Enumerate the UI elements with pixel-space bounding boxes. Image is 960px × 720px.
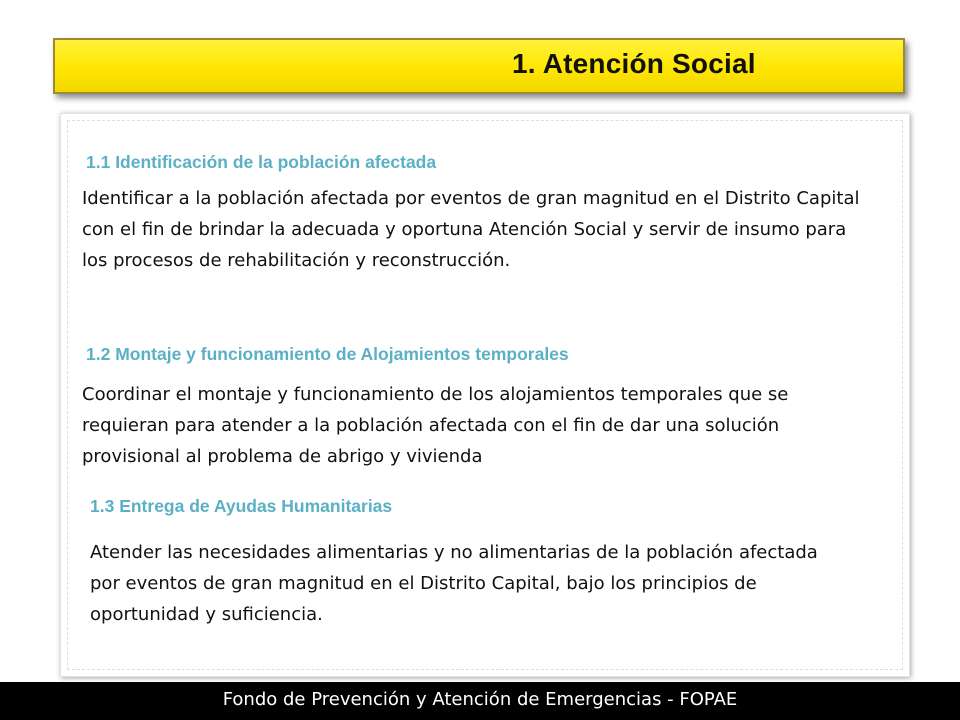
title-banner (53, 38, 905, 94)
footer-text: Fondo de Prevención y Atención de Emergencias - FOPAE (222, 689, 738, 710)
section-heading-alojamientos: 1.2 Montaje y funcionamiento de Alojamientos temporales (86, 344, 569, 364)
section-heading-identificacion: 1.1 Identificación de la población afectada (86, 152, 437, 172)
footer-bar (0, 682, 960, 720)
section-body-alojamientos: Coordinar el montaje y funcionamiento de los alojamientos temporales que se requieran para atender a la población afectada con el fin de dar una solución provisional al problema de abrigo y vivienda (82, 384, 789, 467)
section-body-identificacion: Identificar a la población afectada por eventos de gran magnitud en el Distrito Capital con el fin de brindar la adecuada y oportuna Atención Social y servir de insumo para los procesos de rehabilitación y reconstrucción. (82, 188, 860, 271)
slide-title: 1. Atención Social (512, 48, 756, 79)
section-body-ayudas: Atender las necesidades alimentarias y no alimentarias de la población afectada por eventos de gran magnitud en el Distrito Capital, bajo los principios de oportunidad y suficiencia. (90, 542, 818, 625)
section-heading-ayudas: 1.3 Entrega de Ayudas Humanitarias (90, 496, 393, 516)
